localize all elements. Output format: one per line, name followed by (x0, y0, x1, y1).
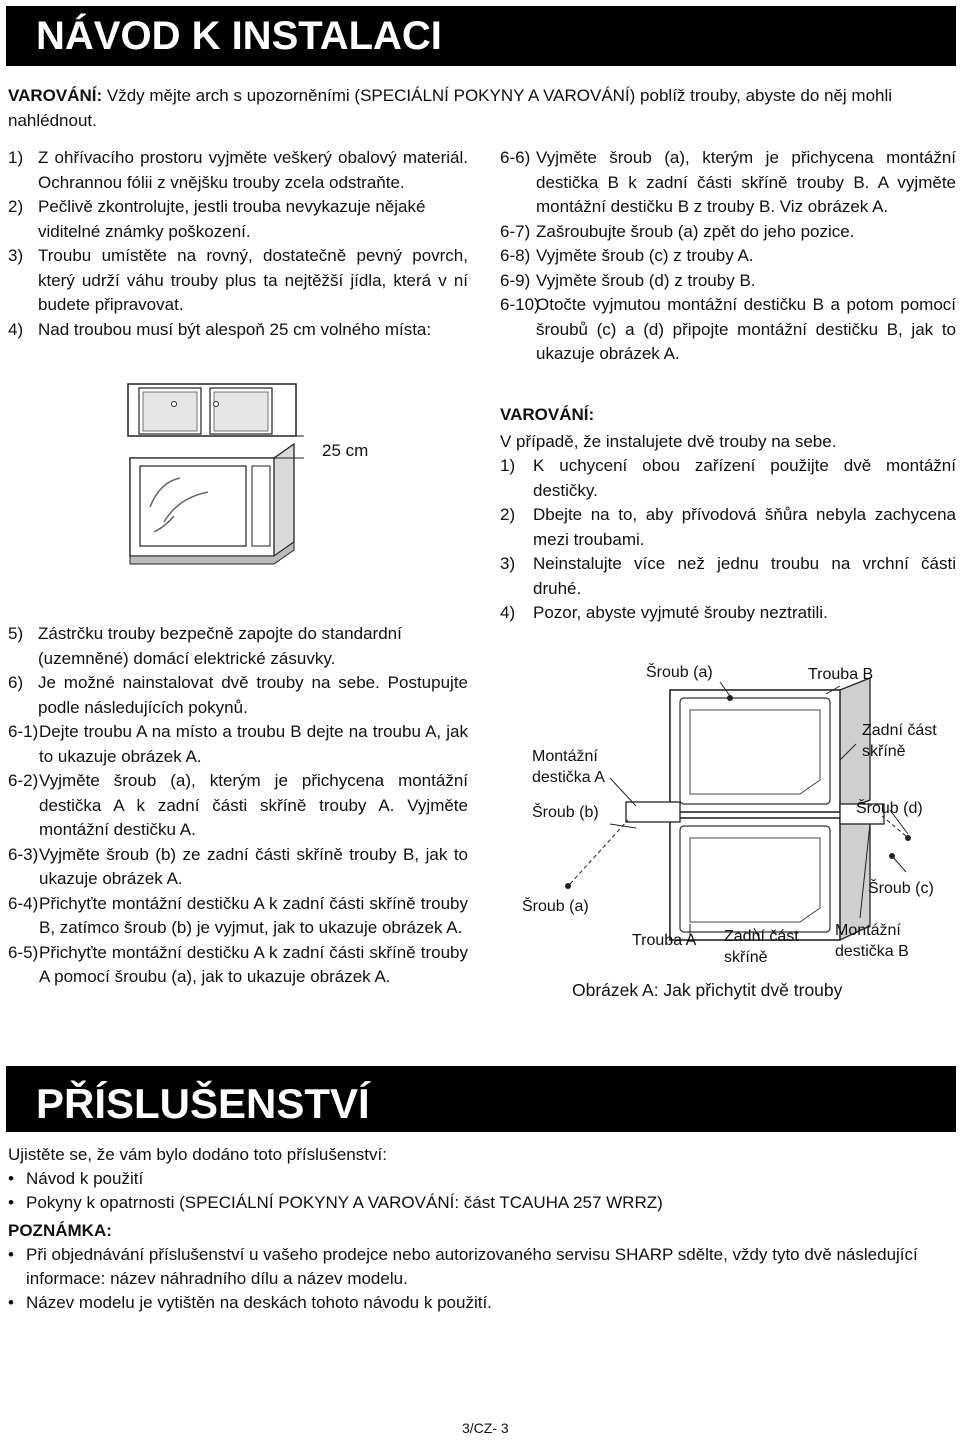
label-screw-c: Šroub (c) (868, 880, 934, 897)
step-number: 6-6) (500, 148, 531, 167)
label-line: Zadní část (724, 928, 799, 945)
substep-6-10 (500, 293, 956, 367)
label-line: skříně (862, 743, 906, 760)
figure-caption: Obrázek A: Jak přichytit dvě trouby (572, 980, 843, 1000)
step-text: Dbejte na to, aby přívodová šňůra nebyla zachycena mezi troubami. (533, 505, 956, 549)
accessories-content (8, 1143, 952, 1315)
step-number: 3) (500, 554, 516, 573)
bullet-icon: • (8, 1245, 14, 1264)
warning2-item-3 (500, 552, 956, 601)
label-screw-b: Šroub (b) (532, 804, 599, 821)
step-text: Přichyťte montážní destičku A k zadní části skříně trouby A pomocí šroubu (a), jak to ukazuje obrázek A. (39, 942, 468, 986)
clearance-label: 25 cm (322, 441, 369, 460)
warning2-intro: V případě, že instalujete dvě trouby na sebe. (500, 431, 837, 451)
note-label: POZNÁMKA: (8, 1221, 112, 1240)
label-line: destička A (532, 769, 605, 786)
accessory-item (8, 1191, 952, 1215)
step-number: 5) (8, 624, 24, 643)
label-oven-b: Trouba B (808, 666, 874, 683)
label-screw-d: Šroub (d) (856, 800, 923, 817)
step-text: Je možné nainstalovat dvě trouby na sebe. Postupujte podle následujících pokynů. (38, 673, 468, 717)
accessory-text: Pokyny k opatrnosti (SPECIÁLNÍ POKYNY A VAROVÁNÍ: část TCAUHA 257 WRRZ) (26, 1193, 663, 1212)
bullet-icon: • (8, 1293, 14, 1312)
step-number: 2) (8, 197, 24, 216)
warning2-label: VAROVÁNÍ: (500, 405, 595, 424)
step-text: K uchycení obou zařízení použijte dvě montážní destičky. (533, 456, 956, 500)
note-text: Název modelu je vytištěn na deskách tohoto návodu k použití. (26, 1293, 492, 1312)
step-text: Zástrčku trouby bezpečně zapojte do standardní (uzemněné) domácí elektrické zásuvky. (38, 624, 402, 668)
left-steps-continued (8, 622, 468, 990)
control-panel (252, 466, 270, 546)
step-text: Pozor, abyste vyjmuté šrouby neztratili. (533, 603, 828, 622)
step-number: 6-10) (500, 295, 540, 314)
knob-icon (214, 402, 219, 407)
step-number: 2) (500, 505, 516, 524)
step-text: Dejte troubu A na místo a troubu B dejte na troubu A, jak to ukazuje obrázek A. (39, 722, 468, 766)
step-2 (8, 195, 468, 244)
label-rear-a (724, 926, 799, 968)
warning-text: Vždy mějte arch s upozorněními (SPECIÁLNÍ POKYNY A VAROVÁNÍ) poblíž trouby, abyste do něj mohli nahlédnout. (8, 86, 893, 130)
warning-label: VAROVÁNÍ: (8, 86, 103, 105)
label-oven-a: Trouba A (632, 932, 697, 949)
right-steps (500, 146, 956, 367)
page-number: 3/CZ- 3 (462, 1420, 509, 1436)
step-6 (8, 671, 468, 720)
step-text: Vyjměte šroub (a), kterým je přichycena montážní destička B k zadní části skříně trouby B. A vyjměte montážní destičku B z trouby B. Viz obrázek A. (536, 148, 956, 216)
step-number: 6-7) (500, 221, 531, 241)
substep-6-5 (8, 941, 468, 990)
step-text: Otočte vyjmutou montážní destičku B a potom pomocí šroubů (c) a (d) připojte montážní destičku B, jak to ukazuje obrázek A. (536, 295, 956, 363)
screw-icon (727, 695, 733, 701)
step-text: Vyjměte šroub (a), kterým je přichycena montážní destička A k zadní části skříně trouby A. Vyjměte montážní destičku A. (39, 771, 468, 839)
label-line: Zadní část (862, 722, 937, 739)
step-5 (8, 622, 468, 671)
step-number: 6-5) (8, 942, 39, 962)
substep-6-1 (8, 720, 468, 769)
step-number: 6-1) (8, 722, 39, 741)
section-title-installation: NÁVOD K INSTALACI (6, 6, 956, 66)
bullet-icon: • (8, 1169, 14, 1188)
warning2-item-2 (500, 503, 956, 552)
step-number: 6-9) (500, 270, 531, 290)
step-number: 6-3) (8, 844, 39, 864)
step-text: Pečlivě zkontrolujte, jestli trouba nevykazuje nějaké viditelné známky poškození. (38, 197, 426, 241)
label-line: skříně (724, 949, 768, 966)
substep-6-2 (8, 769, 468, 843)
step-text: Nad troubou musí být alespoň 25 cm volného místa: (38, 319, 432, 339)
label-plate-b (835, 920, 909, 962)
label-screw-a-bottom: Šroub (a) (522, 898, 589, 915)
step-text: Vyjměte šroub (b) ze zadní části skříně trouby B, jak to ukazuje obrázek A. (39, 844, 468, 888)
left-steps (8, 146, 468, 342)
clearance-illustration (124, 382, 304, 572)
step-number: 1) (500, 456, 516, 475)
step-text: Troubu umístěte na rovný, dostatečně pevný povrch, který udrží váhu trouby plus ta nejtěžší jídla, která v ní budete připravovat. (38, 246, 468, 314)
step-text: Vyjměte šroub (d) z trouby B. (536, 270, 756, 290)
substep-6-4 (8, 892, 468, 941)
knob-icon (172, 402, 177, 407)
label-line: Montážní (835, 922, 901, 939)
bullet-icon: • (8, 1193, 14, 1212)
note-item (8, 1243, 952, 1291)
step-text: Z ohřívacího prostoru vyjměte veškerý obalový materiál. Ochrannou fólii z vnějšku trouby zcela odstraňte. (38, 148, 468, 192)
label-plate-a (532, 746, 605, 788)
accessories-intro: Ujistěte se, že vám bylo dodáno toto příslušenství: (8, 1145, 387, 1164)
warning2-item-4 (500, 601, 956, 626)
step-text: Neinstalujte více než jednu troubu na vrchní části druhé. (533, 554, 956, 598)
oven-window (140, 466, 246, 546)
label-rear-b (862, 720, 937, 762)
warning2-item-1 (500, 454, 956, 503)
accessory-item (8, 1167, 952, 1191)
warning-paragraph (8, 84, 952, 133)
substep-6-7 (500, 220, 956, 245)
step-3 (8, 244, 468, 318)
step-4 (8, 318, 468, 343)
step-number: 6-2) (8, 771, 39, 790)
step-number: 6-4) (8, 893, 39, 913)
substep-6-3 (8, 843, 468, 892)
mounting-plate-a (626, 802, 680, 822)
step-number: 1) (8, 148, 24, 167)
step-text: Vyjměte šroub (c) z trouby A. (536, 246, 754, 265)
step-number: 6) (8, 673, 24, 692)
note-text: Při objednávání příslušenství u vašeho prodejce nebo autorizovaného servisu SHARP sdělte, vždy tyto dvě následující informace: název náhradního dílu a název modelu. (26, 1245, 918, 1288)
step-number: 3) (8, 246, 24, 265)
step-number: 4) (8, 319, 24, 339)
step-text: Zašroubujte šroub (a) zpět do jeho pozice. (536, 221, 855, 241)
label-line: Montážní (532, 748, 598, 765)
substep-6-6 (500, 146, 956, 220)
substep-6-8 (500, 244, 956, 269)
step-number: 6-8) (500, 246, 531, 265)
substep-6-9 (500, 269, 956, 294)
note-item (8, 1291, 952, 1315)
label-screw-a-top: Šroub (a) (646, 664, 713, 681)
stacking-warning (500, 403, 956, 626)
step-text: Přichyťte montážní destičku A k zadní části skříně trouby B, zatímco šroub (b) je vyjmut, jak to ukazuje obrázek A. (39, 893, 468, 937)
label-line: destička B (835, 943, 909, 960)
step-1 (8, 146, 468, 195)
section-title-accessories: PŘÍSLUŠENSTVÍ (6, 1066, 956, 1132)
step-number: 4) (500, 603, 516, 622)
accessory-text: Návod k použití (26, 1169, 144, 1188)
